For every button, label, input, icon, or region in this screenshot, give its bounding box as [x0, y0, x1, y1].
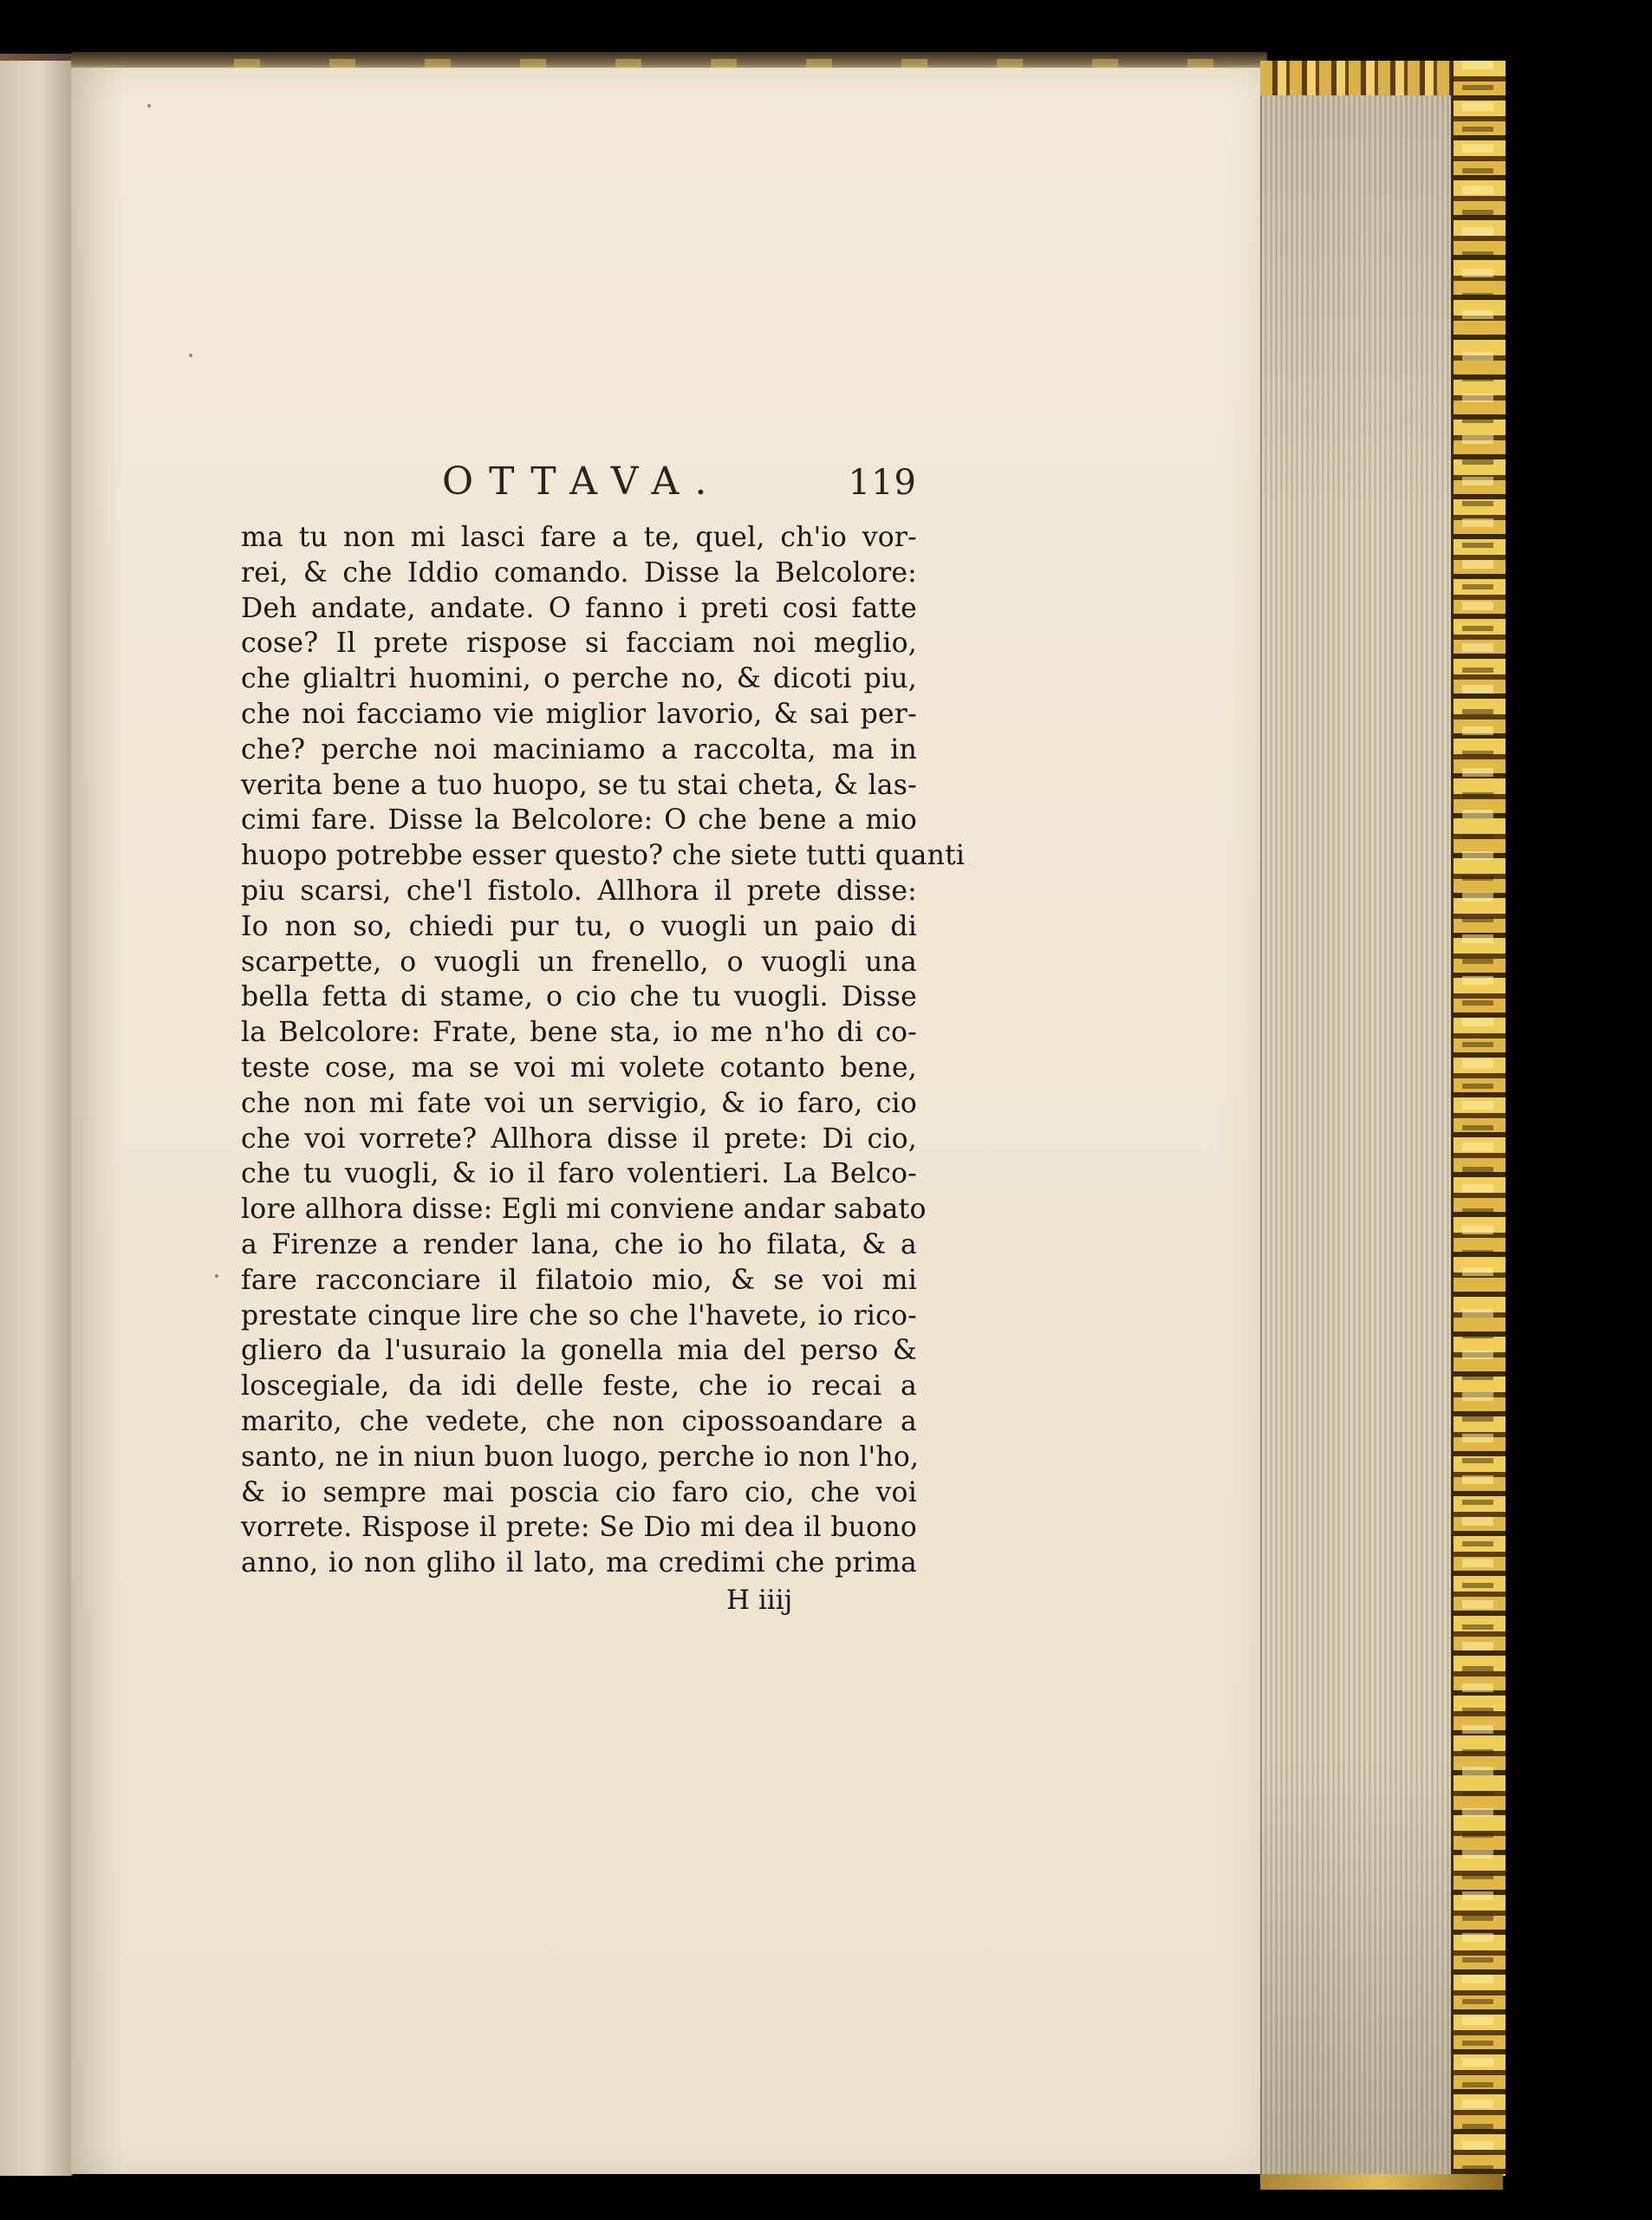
text-line: loscegiale, da idi delle feste, che io recai a — [241, 1370, 917, 1403]
body-text — [241, 520, 966, 1581]
text-line: marito, che vedete, che non cipossoandare a — [241, 1405, 917, 1437]
text-line: ma tu non mi lasci fare a te, quel, ch'io vor- — [241, 522, 917, 553]
paper-speck — [147, 104, 151, 107]
text-line: che non mi fate voi un servigio, & io faro, cio — [241, 1087, 917, 1119]
text-line: la Belcolore: Frate, bene sta, io me n'ho di co- — [241, 1017, 917, 1049]
page-number: 119 — [848, 463, 917, 503]
text-line: che voi vorrete? Allhora disse il prete: Di cio, — [241, 1123, 917, 1155]
text-line: bella fetta di stame, o cio che tu vuogli. Disse — [241, 981, 917, 1013]
text-line: Deh andate, andate. O fanno i preti cosi fatte — [241, 592, 917, 624]
gilt-cover-side-ornament — [1451, 61, 1506, 2176]
fore-edge-shadow — [1260, 94, 1451, 2174]
text-line: verita bene a tuo huopo, se tu stai cheta, & las- — [241, 769, 917, 801]
gilt-cover-bottom-ornament — [1260, 2174, 1503, 2190]
text-line: che glialtri huomini, o perche no, & dicoti piu, — [241, 663, 917, 695]
text-line: & io sempre mai poscia cio faro cio, che voi — [241, 1476, 917, 1508]
text-line: anno, io non gliho il lato, ma credimi che prima — [241, 1547, 917, 1579]
paper-speck — [189, 354, 192, 357]
running-head-title: OTTAVA. — [442, 459, 723, 504]
text-line: fare racconciare il filatoio mio, & se voi mi — [241, 1264, 917, 1296]
text-line: Io non so, chiedi pur tu, o vuogli un paio di — [241, 910, 917, 942]
text-line: vorrete. Rispose il prete: Se Dio mi dea il buono — [241, 1512, 917, 1544]
text-line: prestate cinque lire che so che l'havete, io rico- — [241, 1299, 917, 1331]
text-line: lore allhora disse: Egli mi conviene andar sabato — [241, 1194, 927, 1226]
text-line: che noi facciamo vie miglior lavorio, & sai per- — [241, 698, 917, 730]
text-line: gliero da l'usuraio la gonella mia del perso & — [241, 1335, 917, 1367]
signature-mark — [241, 1581, 917, 1619]
text-line: a Firenze a render lana, che io ho filata, & a — [241, 1228, 917, 1260]
text-line: santo, ne in niun buon luogo, perche io non l'ho, — [241, 1441, 920, 1473]
text-block — [241, 459, 966, 1619]
signature-text: H iiij — [726, 1584, 793, 1616]
running-head — [241, 459, 917, 513]
text-line: huopo potrebbe esser questo? che siete tutti quanti — [241, 840, 966, 872]
text-line: piu scarsi, che'l fistolo. Allhora il prete disse: — [241, 875, 917, 907]
text-line: teste cose, ma se voi mi volete cotanto bene, — [241, 1051, 917, 1084]
text-line: cimi fare. Disse la Belcolore: O che bene a mio — [241, 804, 917, 837]
facing-page-edge — [0, 61, 73, 2176]
text-line: che? perche noi maciniamo a raccolta, ma in — [241, 733, 917, 765]
text-line: che tu vuogli, & io il faro volentieri. La Belco- — [241, 1158, 917, 1190]
paper-speck — [215, 1274, 218, 1278]
text-line: rei, & che Iddio comando. Disse la Belcolore: — [241, 557, 917, 589]
text-line: cose? Il prete rispose si facciam noi meglio, — [241, 628, 917, 660]
text-line: scarpette, o vuogli un frenello, o vuogli una — [241, 946, 917, 978]
